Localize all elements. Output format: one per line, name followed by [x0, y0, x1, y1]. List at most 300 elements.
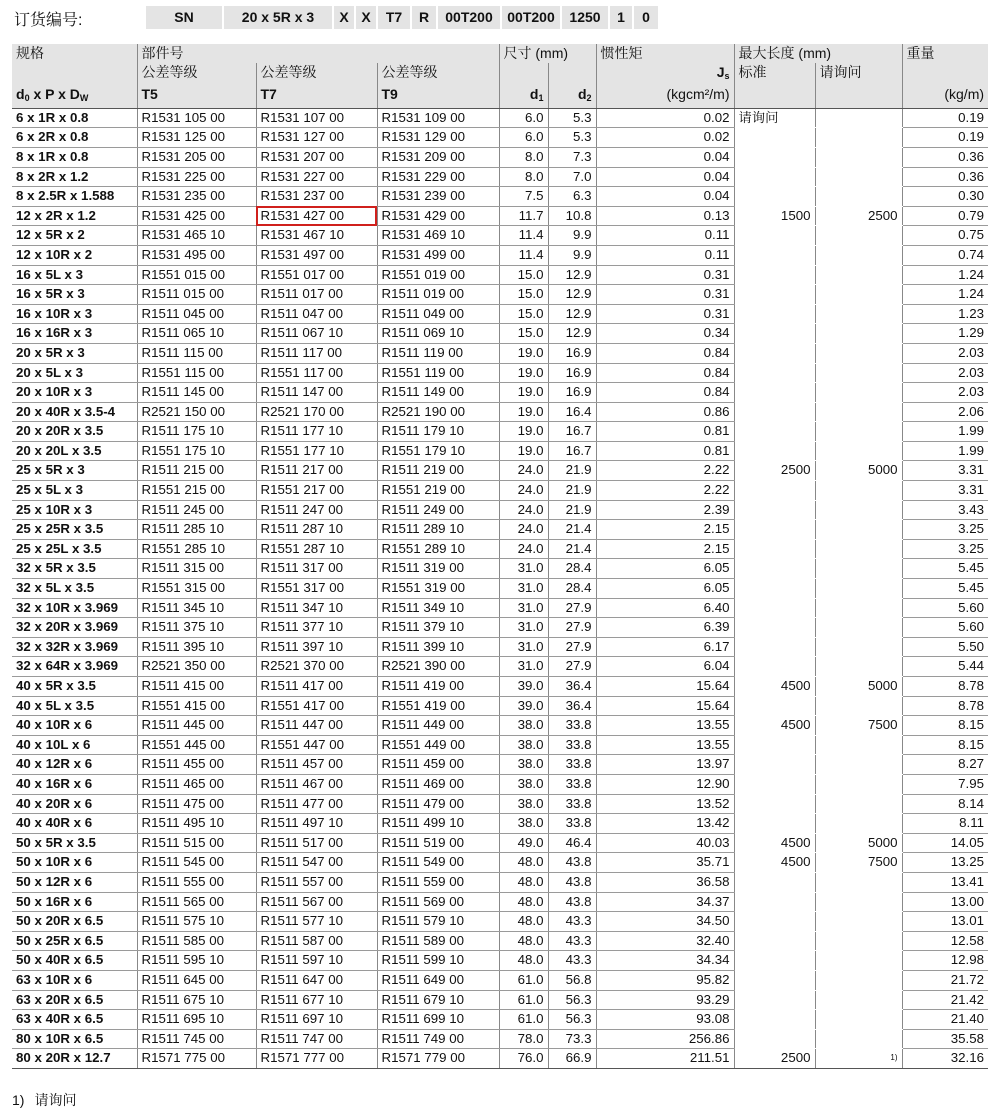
- spec-cell: 32 x 20R x 3.969: [12, 618, 137, 638]
- part-t7-cell: R1511 447 00: [256, 716, 377, 736]
- part-t5-cell: R1511 495 10: [137, 814, 256, 834]
- weight-cell: 21.42: [902, 990, 988, 1010]
- weight-cell: 5.60: [902, 598, 988, 618]
- js-label: J: [716, 63, 725, 80]
- weight-unit: (kg/m): [944, 86, 985, 103]
- part-t7-cell: R1511 477 00: [256, 794, 377, 814]
- part-t5-cell: R1551 315 00: [137, 579, 256, 599]
- part-t9-cell: R1551 119 00: [377, 363, 499, 383]
- col-part-header: [137, 44, 499, 63]
- weight-cell: 1.99: [902, 441, 988, 461]
- d2-cell: 43.3: [548, 951, 596, 971]
- header-cell: [256, 85, 377, 108]
- d1-cell: 15.0: [499, 304, 548, 324]
- header-cell: [548, 85, 596, 108]
- col-spec-header: [12, 44, 137, 63]
- part-t7-cell: R1511 597 10: [256, 951, 377, 971]
- length-standard-cell: [734, 265, 815, 285]
- length-standard-cell: [734, 618, 815, 638]
- inertia-cell: 32.40: [596, 931, 734, 951]
- part-t9-cell: R1511 219 00: [377, 461, 499, 481]
- weight-cell: 32.16: [902, 1049, 988, 1069]
- length-ask-cell: 5000: [815, 677, 902, 697]
- part-t9-cell: R1511 179 10: [377, 422, 499, 442]
- weight-cell: 8.78: [902, 696, 988, 716]
- part-t9-cell: R1531 129 00: [377, 128, 499, 148]
- weight-cell: 13.01: [902, 912, 988, 932]
- length-ask-cell: [815, 774, 902, 794]
- part-t9-cell: R1511 399 10: [377, 637, 499, 657]
- part-t9-cell: R1511 349 10: [377, 598, 499, 618]
- part-t7-cell: R1511 467 00: [256, 774, 377, 794]
- d1-cell: 61.0: [499, 1010, 548, 1030]
- table-row: [12, 892, 988, 912]
- d2-cell: 43.3: [548, 912, 596, 932]
- d1-subscript: 1: [538, 93, 544, 104]
- order-code-label: 订货编号:: [14, 12, 83, 29]
- header-cell: [499, 85, 548, 108]
- length-ask-cell: [815, 147, 902, 167]
- inertia-cell: 0.02: [596, 108, 734, 128]
- part-t5-cell: R1511 675 10: [137, 990, 256, 1010]
- header-cell: [12, 85, 137, 108]
- length-standard-cell: [734, 363, 815, 383]
- spec-cell: 25 x 5L x 3: [12, 481, 137, 501]
- spec-cell: 32 x 5R x 3.5: [12, 559, 137, 579]
- weight-cell: 5.50: [902, 637, 988, 657]
- d1-cell: 48.0: [499, 912, 548, 932]
- part-t5-cell: R1511 515 00: [137, 833, 256, 853]
- part-t7-cell: R1551 417 00: [256, 696, 377, 716]
- part-t7-cell: R1571 777 00: [256, 1049, 377, 1069]
- spec-cell: 25 x 25L x 3.5: [12, 539, 137, 559]
- d2-subscript: 2: [586, 93, 592, 104]
- length-ask-cell: [815, 559, 902, 579]
- spec-cell: 8 x 2R x 1.2: [12, 167, 137, 187]
- length-standard-cell: [734, 304, 815, 324]
- table-row: [12, 637, 988, 657]
- d2-cell: 36.4: [548, 677, 596, 697]
- part-t5-cell: R1511 465 00: [137, 774, 256, 794]
- length-standard-cell: [734, 383, 815, 403]
- d2-cell: 46.4: [548, 833, 596, 853]
- inertia-cell: 93.29: [596, 990, 734, 1010]
- spec-cell: 25 x 5R x 3: [12, 461, 137, 481]
- order-code-segment: 00T200: [502, 6, 560, 29]
- part-t5-cell: R1551 115 00: [137, 363, 256, 383]
- part-t5-cell: R1531 105 00: [137, 108, 256, 128]
- part-t7-cell: R1511 047 00: [256, 304, 377, 324]
- table-row: [12, 422, 988, 442]
- part-t5-cell: R1511 375 10: [137, 618, 256, 638]
- part-t5-cell: R1531 205 00: [137, 147, 256, 167]
- part-t7-cell: R1511 017 00: [256, 285, 377, 305]
- length-ask-cell: [815, 990, 902, 1010]
- spec-w-subscript: W: [79, 93, 89, 104]
- table-row: [12, 1029, 988, 1049]
- inertia-cell: 0.31: [596, 265, 734, 285]
- spec-cell: 80 x 20R x 12.7: [12, 1049, 137, 1069]
- weight-header-text: 重量: [906, 45, 935, 61]
- weight-cell: 8.14: [902, 794, 988, 814]
- weight-cell: 7.95: [902, 774, 988, 794]
- part-t5-cell: R1511 545 00: [137, 853, 256, 873]
- table-row: [12, 461, 988, 481]
- standard-label: 标准: [738, 63, 767, 80]
- inertia-cell: 13.52: [596, 794, 734, 814]
- part-t5-cell: R1511 455 00: [137, 755, 256, 775]
- spec-cell: 16 x 5R x 3: [12, 285, 137, 305]
- inertia-cell: 13.55: [596, 735, 734, 755]
- table-row: [12, 696, 988, 716]
- length-ask-cell: [815, 970, 902, 990]
- tolerance-label: 公差等级: [260, 63, 317, 80]
- part-t9-cell: R2521 190 00: [377, 402, 499, 422]
- order-code-segment: X: [334, 6, 354, 29]
- length-ask-cell: [815, 598, 902, 618]
- table-row: [12, 520, 988, 540]
- part-t9-cell: R1511 119 00: [377, 343, 499, 363]
- d2-cell: 16.7: [548, 441, 596, 461]
- inertia-cell: 0.04: [596, 187, 734, 207]
- part-t9-cell: R1551 019 00: [377, 265, 499, 285]
- inertia-cell: 0.31: [596, 285, 734, 305]
- spec-cell: 50 x 5R x 3.5: [12, 833, 137, 853]
- d2-cell: 33.8: [548, 716, 596, 736]
- length-standard-cell: [734, 167, 815, 187]
- d2-cell: 27.9: [548, 657, 596, 677]
- table-row: [12, 147, 988, 167]
- d2-cell: 27.9: [548, 637, 596, 657]
- part-t5-cell: R1511 345 10: [137, 598, 256, 618]
- table-row: [12, 774, 988, 794]
- length-standard-cell: [734, 226, 815, 246]
- t5-label: T5: [141, 86, 158, 103]
- length-ask-cell: [815, 931, 902, 951]
- length-standard-cell: [734, 245, 815, 265]
- inertia-cell: 0.11: [596, 226, 734, 246]
- length-ask-cell: [815, 481, 902, 501]
- d1-cell: 8.0: [499, 147, 548, 167]
- spec-cell: 40 x 40R x 6: [12, 814, 137, 834]
- table-row: [12, 128, 988, 148]
- order-code-segment: SN: [146, 6, 222, 29]
- table-row: [12, 1049, 988, 1069]
- part-t7-cell: R1511 587 00: [256, 931, 377, 951]
- part-t9-cell: R1511 289 10: [377, 520, 499, 540]
- part-t5-cell: R1551 015 00: [137, 265, 256, 285]
- table-row: [12, 951, 988, 971]
- inertia-cell: 2.22: [596, 481, 734, 501]
- d1-cell: 76.0: [499, 1049, 548, 1069]
- order-code-segment: 00T200: [438, 6, 500, 29]
- part-t7-cell: R1531 237 00: [256, 187, 377, 207]
- order-code-segment: 20 x 5R x 3: [224, 6, 332, 29]
- table-row: [12, 618, 988, 638]
- length-standard-cell: 4500: [734, 716, 815, 736]
- d2-cell: 21.4: [548, 520, 596, 540]
- part-t7-cell: R1531 227 00: [256, 167, 377, 187]
- d1-cell: 38.0: [499, 755, 548, 775]
- spec-cell: 50 x 40R x 6.5: [12, 951, 137, 971]
- spec-table: [12, 44, 988, 1069]
- table-row: [12, 481, 988, 501]
- weight-cell: 0.19: [902, 128, 988, 148]
- d1-cell: 24.0: [499, 539, 548, 559]
- length-ask-cell: [815, 383, 902, 403]
- length-ask-cell: 5000: [815, 833, 902, 853]
- inertia-cell: 2.39: [596, 500, 734, 520]
- length-standard-cell: [734, 814, 815, 834]
- weight-cell: 3.43: [902, 500, 988, 520]
- weight-cell: 1.23: [902, 304, 988, 324]
- weight-cell: 13.41: [902, 872, 988, 892]
- length-standard-cell: 4500: [734, 833, 815, 853]
- part-t5-cell: R1571 775 00: [137, 1049, 256, 1069]
- d2-cell: 9.9: [548, 245, 596, 265]
- length-standard-cell: [734, 774, 815, 794]
- part-t5-cell: R1511 285 10: [137, 520, 256, 540]
- weight-cell: 3.31: [902, 481, 988, 501]
- part-t9-cell: R1511 069 10: [377, 324, 499, 344]
- part-t7-cell: R1551 287 10: [256, 539, 377, 559]
- inertia-cell: 40.03: [596, 833, 734, 853]
- part-t7-cell: R1511 697 10: [256, 1010, 377, 1030]
- inertia-cell: 0.13: [596, 206, 734, 226]
- inertia-cell: 34.37: [596, 892, 734, 912]
- part-t5-cell: R1531 465 10: [137, 226, 256, 246]
- inertia-unit: (kgcm²/m): [666, 86, 730, 103]
- part-t7-cell: R1511 747 00: [256, 1029, 377, 1049]
- d2-cell: 33.8: [548, 774, 596, 794]
- d1-cell: 48.0: [499, 931, 548, 951]
- col-inertia-header: [596, 44, 734, 63]
- spec-cell: 16 x 16R x 3: [12, 324, 137, 344]
- d2-cell: 27.9: [548, 618, 596, 638]
- part-t9-cell: R1511 699 10: [377, 1010, 499, 1030]
- d2-cell: 66.9: [548, 1049, 596, 1069]
- inertia-cell: 0.81: [596, 441, 734, 461]
- weight-cell: 2.03: [902, 363, 988, 383]
- header-cell: [815, 85, 902, 108]
- spec-cell: 25 x 25R x 3.5: [12, 520, 137, 540]
- part-t5-cell: R1511 565 00: [137, 892, 256, 912]
- table-row: [12, 363, 988, 383]
- inertia-cell: 0.02: [596, 128, 734, 148]
- length-ask-cell: [815, 226, 902, 246]
- table-row: [12, 402, 988, 422]
- weight-cell: 8.15: [902, 716, 988, 736]
- d2-cell: 16.9: [548, 363, 596, 383]
- table-row: [12, 265, 988, 285]
- weight-cell: 1.29: [902, 324, 988, 344]
- d2-cell: 21.4: [548, 539, 596, 559]
- part-t7-cell: R1511 177 10: [256, 422, 377, 442]
- col-dim-header: [499, 44, 596, 63]
- length-ask-cell: [815, 579, 902, 599]
- weight-cell: 14.05: [902, 833, 988, 853]
- part-t7-cell: R1551 177 10: [256, 441, 377, 461]
- part-t7-cell: R1511 457 00: [256, 755, 377, 775]
- part-t5-cell: R1531 225 00: [137, 167, 256, 187]
- d2-cell: 21.9: [548, 481, 596, 501]
- length-ask-cell: [815, 265, 902, 285]
- part-t7-cell: R1531 467 10: [256, 226, 377, 246]
- table-row: [12, 853, 988, 873]
- spec-cell: 40 x 12R x 6: [12, 755, 137, 775]
- part-t7-cell: R1511 377 10: [256, 618, 377, 638]
- length-ask-cell: [815, 285, 902, 305]
- length-ask-cell: 1): [815, 1049, 902, 1069]
- table-row: [12, 814, 988, 834]
- spec-cell: 32 x 64R x 3.969: [12, 657, 137, 677]
- weight-cell: 8.27: [902, 755, 988, 775]
- length-standard-cell: [734, 696, 815, 716]
- table-row: [12, 167, 988, 187]
- length-ask-cell: [815, 108, 902, 128]
- inertia-cell: 2.22: [596, 461, 734, 481]
- d2-cell: 56.3: [548, 990, 596, 1010]
- part-t7-cell: R1511 557 00: [256, 872, 377, 892]
- length-ask-cell: [815, 696, 902, 716]
- d1-cell: 15.0: [499, 285, 548, 305]
- part-t5-cell: R1511 575 10: [137, 912, 256, 932]
- order-code-segment: 1: [610, 6, 632, 29]
- part-t5-cell: R1511 695 10: [137, 1010, 256, 1030]
- header-cell: [815, 63, 902, 86]
- d2-cell: 43.8: [548, 872, 596, 892]
- spec-cell: 40 x 10R x 6: [12, 716, 137, 736]
- length-standard-cell: [734, 755, 815, 775]
- spec-cell: 25 x 10R x 3: [12, 500, 137, 520]
- tolerance-label: 公差等级: [141, 63, 198, 80]
- spec-cell: 16 x 10R x 3: [12, 304, 137, 324]
- part-t5-cell: R1511 065 10: [137, 324, 256, 344]
- d1-cell: 31.0: [499, 657, 548, 677]
- part-t5-cell: R1551 175 10: [137, 441, 256, 461]
- d1-cell: 61.0: [499, 970, 548, 990]
- length-standard-cell: [734, 970, 815, 990]
- table-row: [12, 559, 988, 579]
- d2-cell: 73.3: [548, 1029, 596, 1049]
- d2-cell: 33.8: [548, 814, 596, 834]
- length-ask-cell: [815, 814, 902, 834]
- header-cell: [734, 63, 815, 86]
- js-subscript: s: [724, 70, 730, 81]
- d2-cell: 12.9: [548, 304, 596, 324]
- inertia-cell: 0.04: [596, 167, 734, 187]
- weight-cell: 35.58: [902, 1029, 988, 1049]
- d2-cell: 21.9: [548, 461, 596, 481]
- weight-cell: 8.78: [902, 677, 988, 697]
- part-t5-cell: R1511 175 10: [137, 422, 256, 442]
- length-standard-cell: [734, 402, 815, 422]
- d2-cell: 12.9: [548, 285, 596, 305]
- inertia-cell: 15.64: [596, 677, 734, 697]
- inertia-cell: 0.86: [596, 402, 734, 422]
- length-ask-cell: [815, 187, 902, 207]
- table-row: [12, 579, 988, 599]
- t9-label: T9: [381, 86, 398, 103]
- part-t7-cell: R1511 497 10: [256, 814, 377, 834]
- part-t5-cell: R1511 395 10: [137, 637, 256, 657]
- d1-cell: 15.0: [499, 324, 548, 344]
- header-cell: [596, 85, 734, 108]
- table-row: [12, 716, 988, 736]
- length-standard-cell: [734, 539, 815, 559]
- d2-cell: 10.8: [548, 206, 596, 226]
- d1-cell: 78.0: [499, 1029, 548, 1049]
- length-ask-cell: [815, 128, 902, 148]
- spec-cell: 32 x 5L x 3.5: [12, 579, 137, 599]
- table-row: [12, 539, 988, 559]
- part-t9-cell: R1531 109 00: [377, 108, 499, 128]
- table-row: [12, 755, 988, 775]
- length-standard-cell: [734, 128, 815, 148]
- header-cell: [137, 63, 256, 86]
- weight-cell: 1.24: [902, 285, 988, 305]
- part-t9-cell: R1511 319 00: [377, 559, 499, 579]
- d1-cell: 38.0: [499, 735, 548, 755]
- part-t9-cell: R1551 219 00: [377, 481, 499, 501]
- weight-cell: 3.31: [902, 461, 988, 481]
- weight-cell: 5.45: [902, 559, 988, 579]
- d2-cell: 12.9: [548, 265, 596, 285]
- part-t7-cell: R1511 347 10: [256, 598, 377, 618]
- spec-cell: 40 x 10L x 6: [12, 735, 137, 755]
- d2-cell: 33.8: [548, 735, 596, 755]
- header-cell: [548, 63, 596, 86]
- spec-cell: 20 x 5R x 3: [12, 343, 137, 363]
- part-t7-cell: R1511 567 00: [256, 892, 377, 912]
- spec-cell: 12 x 2R x 1.2: [12, 206, 137, 226]
- weight-cell: 8.11: [902, 814, 988, 834]
- table-row: [12, 931, 988, 951]
- d1-cell: 48.0: [499, 853, 548, 873]
- part-t7-cell: R1511 677 10: [256, 990, 377, 1010]
- table-row: [12, 500, 988, 520]
- part-t7-cell: R1551 117 00: [256, 363, 377, 383]
- table-row: [12, 206, 988, 226]
- d2-cell: 5.3: [548, 108, 596, 128]
- d1-cell: 49.0: [499, 833, 548, 853]
- d1-cell: 6.0: [499, 128, 548, 148]
- part-t9-cell: R1511 579 10: [377, 912, 499, 932]
- part-t9-cell: R1551 179 10: [377, 441, 499, 461]
- part-t5-cell: R1531 425 00: [137, 206, 256, 226]
- d2-label: d: [577, 86, 587, 103]
- weight-cell: 5.44: [902, 657, 988, 677]
- inertia-cell: 2.15: [596, 520, 734, 540]
- length-standard-cell: [734, 892, 815, 912]
- d2-cell: 28.4: [548, 579, 596, 599]
- spec-cell: 50 x 25R x 6.5: [12, 931, 137, 951]
- inertia-cell: 0.84: [596, 343, 734, 363]
- d2-cell: 6.3: [548, 187, 596, 207]
- table-row: [12, 833, 988, 853]
- part-t7-cell: R1511 287 10: [256, 520, 377, 540]
- part-t5-cell: R1551 445 00: [137, 735, 256, 755]
- part-t9-cell: R1511 149 00: [377, 383, 499, 403]
- part-t7-cell: R1511 417 00: [256, 677, 377, 697]
- spec-cell: 32 x 32R x 3.969: [12, 637, 137, 657]
- inertia-header-text: 惯性矩: [600, 45, 643, 61]
- length-ask-cell: [815, 1010, 902, 1030]
- table-row: [12, 383, 988, 403]
- length-standard-cell: [734, 559, 815, 579]
- maxlen-header-text: 最大长度 (mm): [738, 45, 832, 61]
- d2-cell: 7.0: [548, 167, 596, 187]
